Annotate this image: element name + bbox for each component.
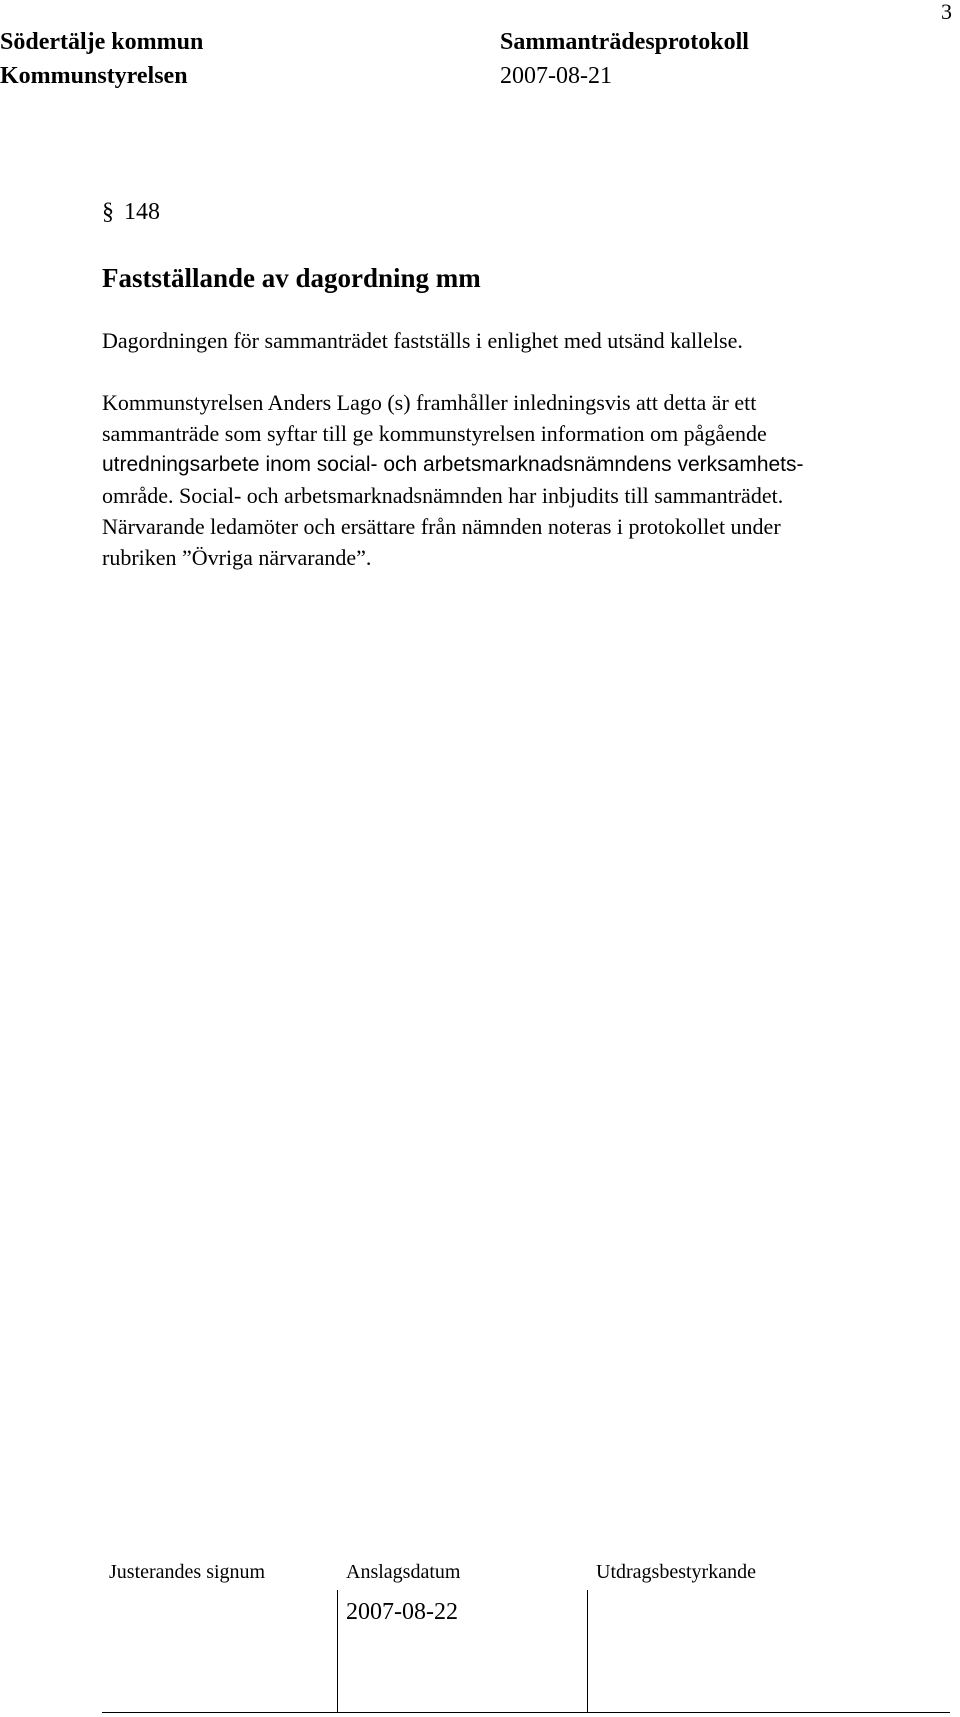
body-line: rubriken ”Övriga närvarande”. (102, 545, 372, 570)
footer-divider-vertical (337, 1590, 338, 1712)
footer-divider-vertical (587, 1590, 588, 1712)
paragraph-sign: § (102, 199, 114, 225)
paragraph-number: 148 (124, 199, 160, 225)
footer-divider-horizontal (102, 1712, 950, 1713)
body-line: utredningsarbete inom social- och arbetsmarknadsnämndens verksamhets- (102, 453, 804, 476)
document-date: 2007-08-21 (500, 63, 612, 89)
body-paragraph-2 (102, 387, 932, 573)
page-number: 3 (941, 0, 952, 24)
footer-anslag-label: Anslagsdatum (346, 1561, 461, 1583)
section-title: Fastställande av dagordning mm (102, 263, 481, 293)
body-paragraph-1: Dagordningen för sammanträdet fastställs i enlighet med utsänd kallelse. (102, 328, 743, 353)
body-line: Kommunstyrelsen Anders Lago (s) framhåller inledningsvis att detta är ett (102, 390, 757, 415)
document-type: Sammanträdesprotokoll (500, 29, 749, 55)
organization-name: Södertälje kommun (0, 29, 204, 55)
body-line: område. Social- och arbetsmarknadsnämnden har inbjudits till sammanträdet. (102, 483, 784, 508)
footer-utdrag-label: Utdragsbestyrkande (596, 1561, 756, 1583)
footer-signum-label: Justerandes signum (109, 1561, 266, 1583)
body-line: sammanträde som syftar till ge kommunstyrelsen information om pågående (102, 421, 767, 446)
footer-anslag-date: 2007-08-22 (346, 1599, 458, 1625)
body-line: Närvarande ledamöter och ersättare från nämnden noteras i protokollet under (102, 514, 781, 539)
organization-unit: Kommunstyrelsen (0, 63, 188, 89)
